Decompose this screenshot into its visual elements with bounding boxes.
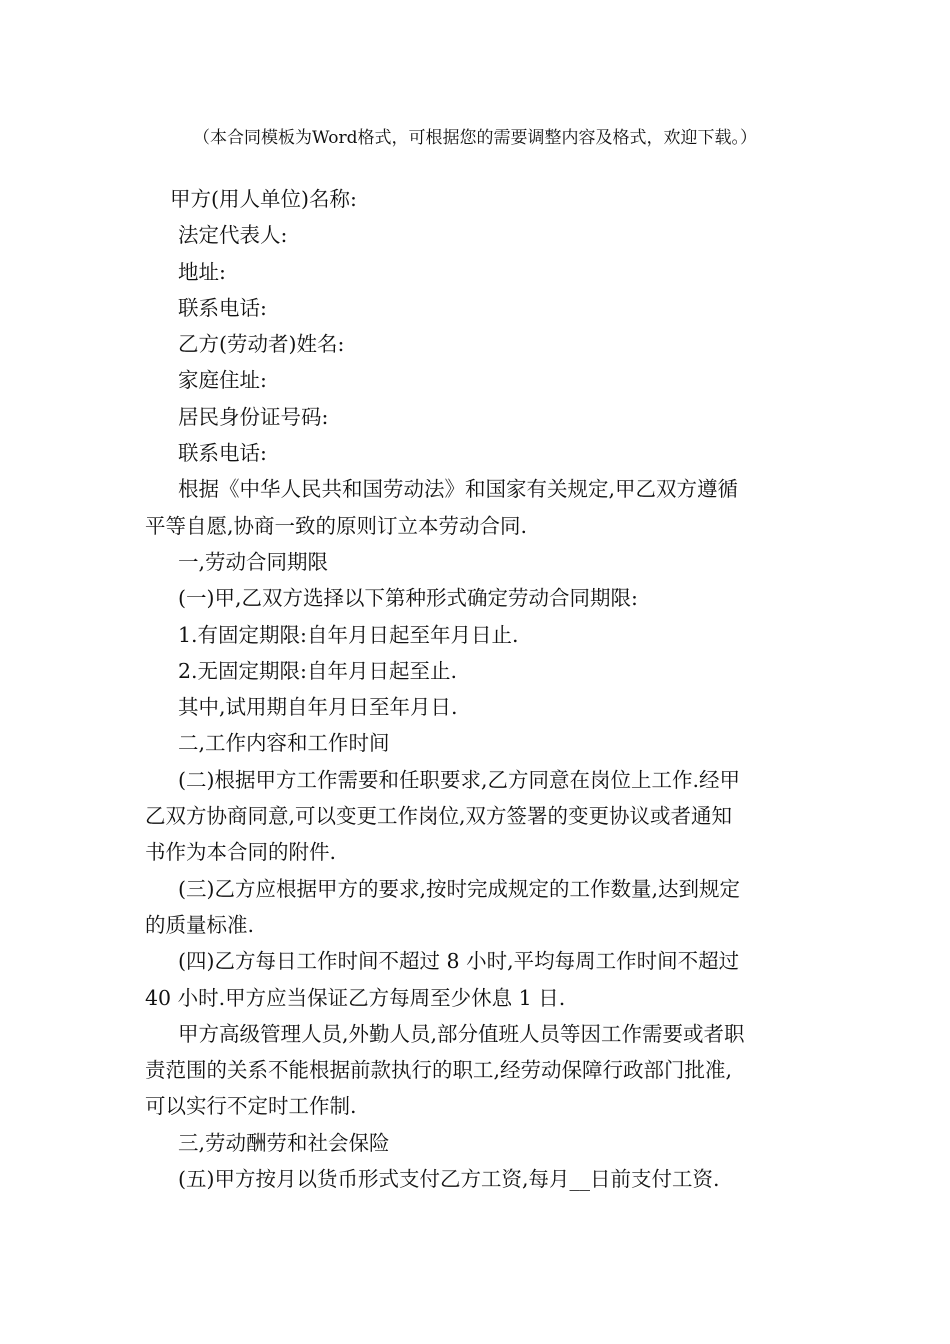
paragraph-line: 责范围的关系不能根据前款执行的职工,经劳动保障行政部门批准, [145,1058,733,1083]
paragraph-line: 书作为本合同的附件. [145,840,337,865]
section-heading: 一,劳动合同期限 [178,549,329,574]
paragraph-line: 平等自愿,协商一致的原则订立本劳动合同. [145,513,528,538]
paragraph-line: (四)乙方每日工作时间不超过 8 小时,平均每周工作时间不超过 [178,949,740,974]
paragraph-line: (三)乙方应根据甲方的要求,按时完成规定的工作数量,达到规定 [178,876,741,901]
template-notice: （本合同模板为Word格式，可根据您的需要调整内容及格式，欢迎下载。） [192,128,758,148]
paragraph-line: (一)甲,乙双方选择以下第种形式确定劳动合同期限: [178,586,638,611]
party-b-phone-line: 联系电话: [178,441,267,466]
paragraph-line: 40 小时.甲方应当保证乙方每周至少休息 1 日. [145,985,566,1010]
paragraph-line: 甲方高级管理人员,外勤人员,部分值班人员等因工作需要或者职 [178,1021,745,1046]
party-b-name-line: 乙方(劳动者)姓名: [178,332,345,357]
address-line: 地址: [178,259,226,284]
paragraph-line: 其中,试用期自年月日至年月日. [178,695,458,720]
legal-representative-line: 法定代表人: [178,223,288,248]
section-heading: 三,劳动酬劳和社会保险 [178,1130,390,1155]
paragraph-line: 可以实行不定时工作制. [145,1094,357,1119]
party-a-phone-line: 联系电话: [178,295,267,320]
paragraph-line: 根据《中华人民共和国劳动法》和国家有关规定,甲乙双方遵循 [178,477,739,502]
paragraph-line: (二)根据甲方工作需要和任职要求,乙方同意在岗位上工作.经甲 [178,767,741,792]
paragraph-line: 乙双方协商同意,可以变更工作岗位,双方签署的变更协议或者通知 [145,804,733,829]
party-a-name-line: 甲方(用人单位)名称: [170,187,357,211]
id-number-line: 居民身份证号码: [178,404,329,429]
paragraph-line: 的质量标准. [145,912,255,937]
contract-body [145,181,805,1197]
paragraph-line: (五)甲方按月以货币形式支付乙方工资,每月__日前支付工资. [178,1167,720,1192]
paragraph-line: 2.无固定期限:自年月日起至止. [178,658,457,683]
home-address-line: 家庭住址: [178,368,267,393]
section-heading: 二,工作内容和工作时间 [178,731,390,756]
paragraph-line: 1.有固定期限:自年月日起至年月日止. [178,622,519,647]
